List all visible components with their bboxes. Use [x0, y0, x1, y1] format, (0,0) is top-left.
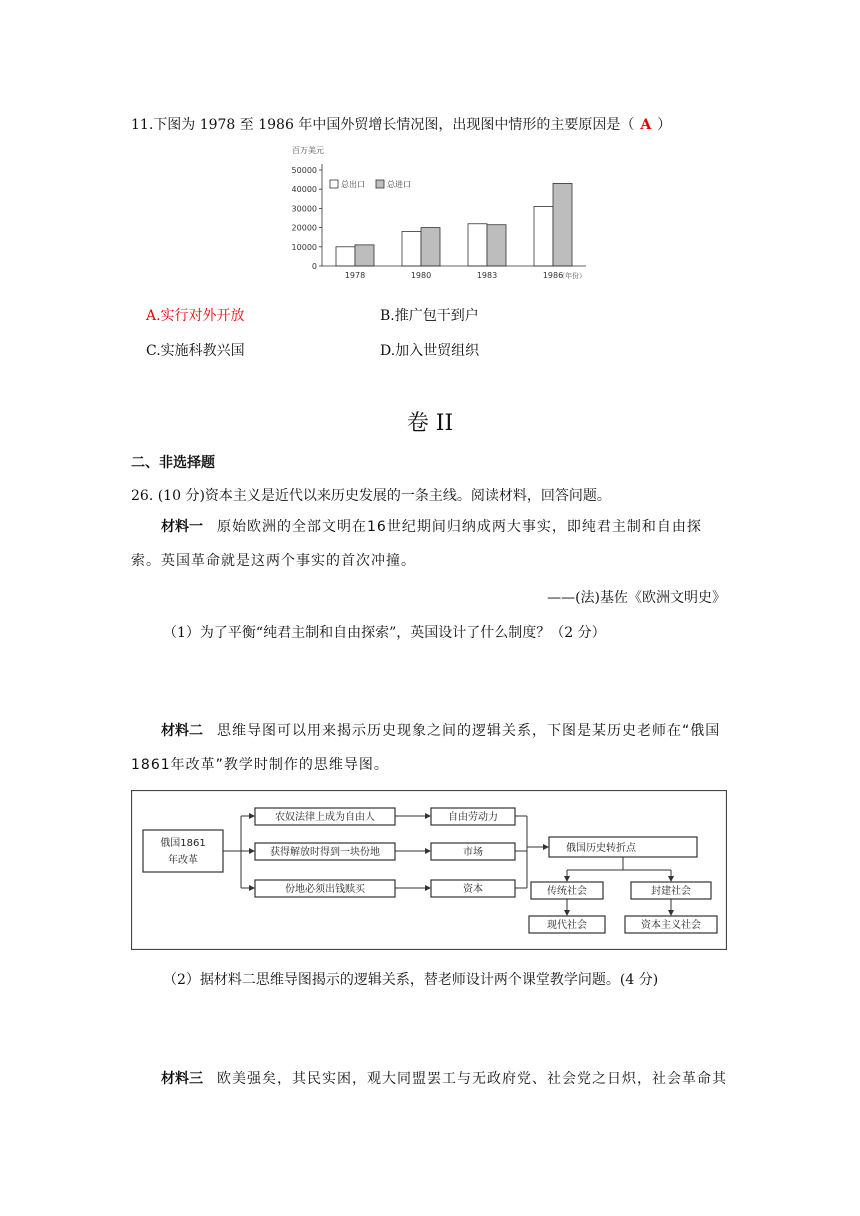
y-tick-label: 0: [311, 262, 317, 271]
option-a: A.实行对外开放: [146, 308, 245, 324]
sub-question-1: （1）为了平衡“纯君主制和自由探索”，英国设计了什么制度？（2 分）: [163, 625, 606, 641]
y-tick-label: 30000: [291, 204, 317, 214]
section-heading: 二、非选择题: [131, 455, 215, 471]
material-three: [131, 1062, 731, 1096]
result-label-2: 资本主义社会: [641, 920, 701, 931]
material-one: [131, 510, 731, 578]
legend-import-label: 总进口: [387, 180, 411, 189]
y-tick-label: 10000: [291, 242, 317, 252]
chart-legend: [330, 179, 411, 189]
bar-export: [468, 224, 487, 266]
middle-label-2: 市场: [463, 847, 483, 858]
branch-label-2: 封建社会: [651, 886, 691, 897]
material-two-label: 材料二: [161, 723, 203, 739]
x-tick-label: 1978: [344, 271, 366, 280]
middle-label-3: 资本: [463, 884, 483, 895]
left-label-3: 份地必须出钱赎买: [285, 884, 365, 895]
left-label-2: 获得解放时得到一块份地: [270, 847, 380, 858]
material-three-text: 欧美强矣，其民实困，观大同盟罢工与无政府党、社会党之日炽，社会革命其: [217, 1071, 727, 1087]
bar-import: [421, 228, 440, 266]
question-11-text: 11.下图为 1978 至 1986 年中国外贸增长情况图，出现图中情形的主要原因是（: [131, 117, 635, 133]
result-label-1: 现代社会: [547, 920, 587, 931]
part-two-title: 卷 II: [406, 411, 454, 436]
left-label-1: 农奴法律上成为自由人: [275, 812, 375, 823]
chart-y-axis: [292, 164, 322, 271]
root-label-1: 俄国1861: [160, 838, 206, 849]
question-26-stem: 26. (10 分)资本主义是近代以来历史发展的一条主线。阅读材料，回答问题。: [131, 488, 611, 504]
sub-question-2: （2）据材料二思维导图揭示的逻辑关系，替老师设计两个课堂教学问题。(4 分): [163, 972, 659, 988]
chart-bars: [336, 183, 572, 266]
mind-map: [131, 790, 727, 950]
material-three-label: 材料三: [161, 1071, 203, 1087]
x-tick-label: 1986: [542, 271, 564, 280]
question-11-stem: [131, 114, 671, 134]
y-tick-label: 40000: [291, 185, 317, 195]
bar-import: [487, 225, 506, 266]
legend-import-swatch: [376, 180, 384, 188]
legend-export-label: 总出口: [341, 180, 365, 189]
legend-export-swatch: [330, 180, 338, 188]
material-one-citation: ——(法)基佐《欧洲文明史》: [547, 590, 726, 606]
bar-export: [402, 231, 421, 266]
bar-import: [355, 245, 374, 266]
material-two-text: 思维导图可以用来揭示历史现象之间的逻辑关系，下图是某历史老师在“俄国1861年改革”教学时制作的思维导图。: [131, 723, 721, 773]
y-tick-label: 20000: [291, 223, 317, 233]
chart-x-label: （年份）: [558, 272, 586, 280]
option-c: C.实施科教兴国: [146, 343, 245, 359]
chart-y-label: 百万美元: [292, 146, 324, 155]
bar-export: [534, 206, 553, 266]
question-11-answer: A: [640, 117, 652, 133]
bar-import: [553, 183, 572, 266]
material-two: [131, 714, 731, 782]
branch-label-1: 传统社会: [547, 886, 587, 897]
material-one-text: 原始欧洲的全部文明在16世纪期间归纳成两大事实，即纯君主制和自由探索。英国革命就是这两个事实的首次冲撞。: [131, 519, 702, 569]
option-d: D.加入世贸组织: [380, 343, 480, 359]
material-one-label: 材料一: [161, 519, 203, 535]
option-b: B.推广包干到户: [380, 308, 479, 324]
bar-export: [336, 247, 355, 266]
turning-point-label: 俄国历史转折点: [566, 843, 636, 854]
x-tick-label: 1983: [476, 271, 498, 280]
root-label-2: 年改革: [168, 855, 198, 866]
y-tick-label: 50000: [291, 166, 317, 175]
question-11-close: ）: [657, 117, 672, 133]
trade-bar-chart: [270, 140, 590, 288]
middle-label-1: 自由劳动力: [448, 812, 498, 823]
x-tick-label: 1980: [410, 271, 432, 280]
chart-x-axis: [322, 266, 586, 280]
